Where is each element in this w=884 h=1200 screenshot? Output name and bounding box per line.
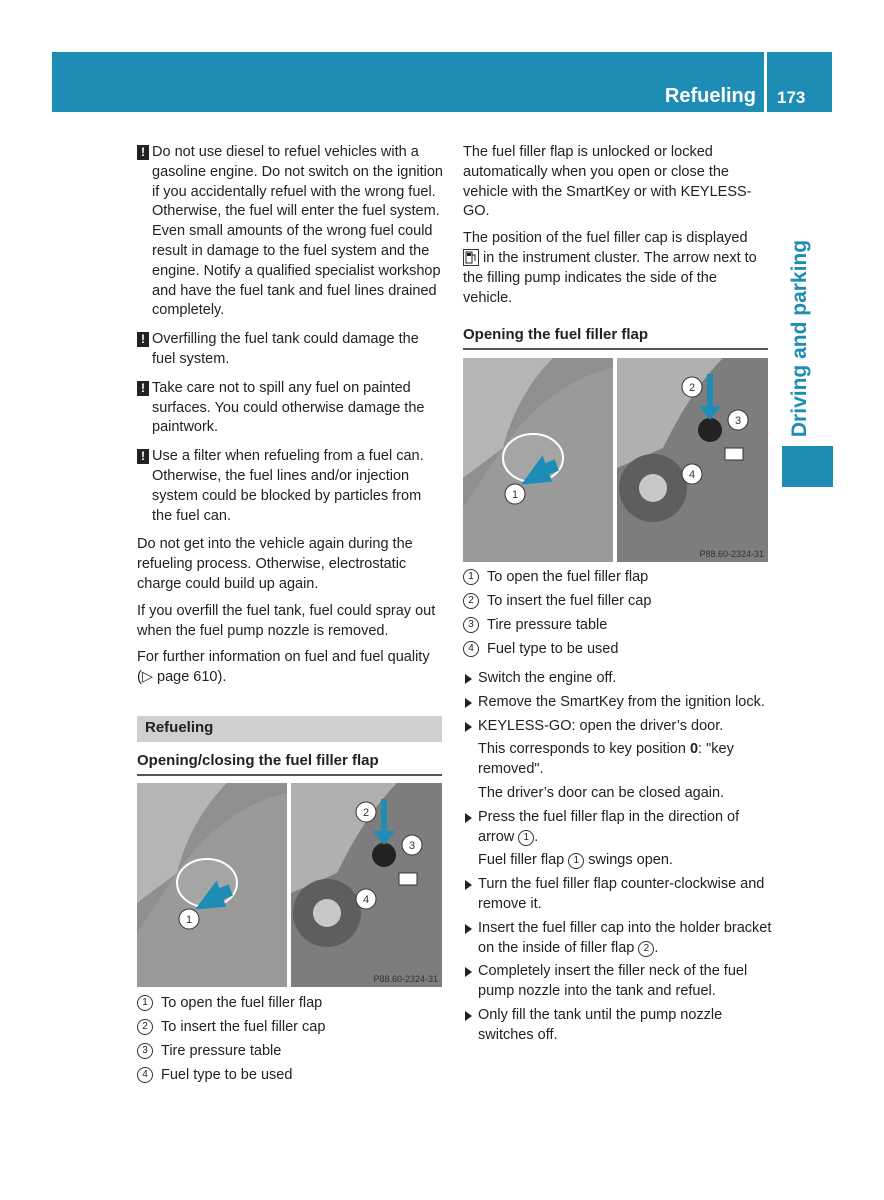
body-paragraph: Do not get into the vehicle again during the refueling process. Otherwise, electrostatic charge could build up again. bbox=[137, 536, 413, 592]
legend-text: Fuel type to be used bbox=[161, 1067, 293, 1083]
step-result-text: : "key removed". bbox=[478, 741, 734, 778]
legend-item bbox=[463, 637, 768, 661]
step-arrow-icon bbox=[465, 967, 472, 977]
warning-text: Use a filter when refueling from a fuel can. Otherwise, the fuel lines and/or injection system could be blocked by particles from the fuel can. bbox=[152, 448, 424, 524]
step-result-text: swings open. bbox=[584, 852, 673, 869]
legend-item bbox=[137, 991, 442, 1015]
svg-text:2: 2 bbox=[688, 382, 696, 394]
chapter-side-label-text: Driving and parking bbox=[788, 239, 811, 438]
warning-note bbox=[137, 379, 443, 438]
figure-code: P88.60-2324-31 bbox=[373, 974, 438, 984]
warning-note bbox=[137, 330, 443, 370]
callout-number: 1 bbox=[137, 995, 153, 1011]
warning-text: Take care not to spill any fuel on painted surfaces. You could otherwise damage the paintwork. bbox=[152, 379, 425, 436]
page-number: 173 bbox=[777, 88, 806, 107]
body-text: The position of the fuel filler cap is displayed bbox=[463, 230, 748, 247]
warning-text: Overfilling the fuel tank could damage the fuel system. bbox=[152, 331, 419, 367]
callout-number: 1 bbox=[568, 853, 584, 869]
step-arrow-icon bbox=[465, 1011, 472, 1021]
step-text: Switch the engine off. bbox=[478, 670, 617, 686]
callout-number: 4 bbox=[463, 641, 479, 657]
callout-number: 2 bbox=[137, 1019, 153, 1035]
step-text: KEYLESS-GO: open the driver’s door. bbox=[478, 717, 724, 734]
key-position: 0 bbox=[689, 741, 699, 758]
step-result bbox=[463, 740, 773, 780]
step-text: . bbox=[654, 939, 659, 956]
section-heading-bar bbox=[137, 716, 442, 742]
step-text: . bbox=[534, 828, 539, 845]
legend-item bbox=[463, 589, 768, 613]
step-result-text: Fuel filler flap bbox=[478, 852, 569, 869]
legend-text: To insert the fuel filler cap bbox=[161, 1019, 326, 1035]
fuel-filler-illustration bbox=[463, 358, 768, 562]
svg-text:1: 1 bbox=[185, 914, 193, 926]
callout-number: 4 bbox=[137, 1067, 153, 1083]
warning-text: Do not use diesel to refuel vehicles with a gasoline engine. Do not switch on the ignition if you accidentally refuel with the wrong fuel. Otherwise, the fuel will enter the fuel system. Even small amounts of the wrong fuel could result in damage to the fuel system and the engine. Notify a qualified specialist workshop and have the fuel tank and fuel lines drained completely. bbox=[152, 144, 443, 319]
page-reference-paragraph: For further information on fuel and fuel quality (▷ page 610). bbox=[137, 649, 430, 686]
step-result: The driver’s door can be closed again. bbox=[478, 784, 725, 801]
instruction-steps bbox=[463, 669, 773, 1050]
step-arrow-icon bbox=[465, 722, 472, 732]
step-arrow-icon bbox=[465, 880, 472, 890]
chapter-side-label bbox=[770, 236, 830, 441]
instruction-step bbox=[463, 1006, 773, 1046]
callout-number: 2 bbox=[638, 941, 654, 957]
body-paragraph: If you overfill the fuel tank, fuel could spray out when the fuel pump nozzle is removed. bbox=[137, 602, 436, 639]
instruction-step bbox=[463, 962, 773, 1002]
svg-text:3: 3 bbox=[408, 840, 416, 852]
step-arrow-icon bbox=[465, 674, 472, 684]
warning-icon: ! bbox=[137, 145, 149, 160]
legend-text: Fuel type to be used bbox=[487, 641, 619, 657]
chapter-tab-marker bbox=[782, 446, 833, 487]
legend-text: Tire pressure table bbox=[487, 617, 608, 633]
page-title: Refueling bbox=[664, 85, 756, 107]
svg-text:4: 4 bbox=[362, 894, 370, 906]
figure-legend bbox=[137, 991, 442, 1087]
callout-number: 2 bbox=[463, 593, 479, 609]
step-result bbox=[463, 851, 773, 871]
section-heading: Refueling bbox=[145, 719, 214, 736]
legend-item bbox=[137, 1063, 442, 1087]
legend-item bbox=[463, 613, 768, 637]
step-text: Press the fuel filler flap in the direction of arrow bbox=[478, 808, 740, 845]
figure-legend bbox=[463, 565, 768, 661]
svg-text:2: 2 bbox=[362, 807, 370, 819]
fuel-pump-icon bbox=[463, 249, 479, 266]
right-column bbox=[463, 143, 769, 315]
legend-text: To open the fuel filler flap bbox=[161, 995, 323, 1011]
warning-icon: ! bbox=[137, 381, 149, 396]
fuel-filler-figure bbox=[137, 783, 442, 987]
legend-text: Tire pressure table bbox=[161, 1043, 282, 1059]
body-paragraph: The fuel filler flap is unlocked or locked automatically when you open or close the vehicle with the SmartKey or with KEYLESS-GO. bbox=[463, 144, 752, 220]
svg-text:1: 1 bbox=[511, 489, 519, 501]
warning-icon: ! bbox=[137, 449, 149, 464]
subheading: Opening/closing the fuel filler flap bbox=[137, 752, 442, 776]
callout-number: 1 bbox=[463, 569, 479, 585]
instruction-step bbox=[463, 669, 773, 689]
step-arrow-icon bbox=[465, 924, 472, 934]
instruction-step bbox=[463, 717, 773, 737]
body-paragraph bbox=[463, 229, 769, 308]
left-column bbox=[137, 143, 443, 695]
warning-note bbox=[137, 143, 443, 321]
step-arrow-icon bbox=[465, 813, 472, 823]
svg-text:4: 4 bbox=[688, 469, 696, 481]
instruction-step bbox=[463, 808, 773, 848]
svg-text:3: 3 bbox=[734, 415, 742, 427]
figure-code: P88.60-2324-31 bbox=[699, 549, 764, 559]
fuel-filler-figure bbox=[463, 358, 768, 562]
legend-item bbox=[137, 1039, 442, 1063]
step-text: Remove the SmartKey from the ignition lock. bbox=[478, 693, 765, 710]
warning-icon: ! bbox=[137, 332, 149, 347]
instruction-step bbox=[463, 693, 773, 713]
legend-item bbox=[137, 1015, 442, 1039]
step-text: Only fill the tank until the pump nozzle switches off. bbox=[478, 1006, 723, 1043]
step-text: Turn the fuel filler flap counter-clockwise and remove it. bbox=[478, 876, 765, 912]
callout-number: 3 bbox=[463, 617, 479, 633]
callout-number: 3 bbox=[137, 1043, 153, 1059]
step-arrow-icon bbox=[465, 698, 472, 708]
fuel-filler-illustration bbox=[137, 783, 442, 987]
instruction-step bbox=[463, 919, 773, 959]
body-text: in the instrument cluster. The arrow next to the filling pump indicates the side of the vehicle. bbox=[463, 249, 757, 306]
callout-number: 1 bbox=[518, 830, 534, 846]
subheading: Opening the fuel filler flap bbox=[463, 326, 768, 350]
warning-note bbox=[137, 447, 443, 526]
legend-text: To insert the fuel filler cap bbox=[487, 593, 652, 609]
step-text: Insert the fuel filler cap into the holder bracket on the inside of filler flap bbox=[478, 919, 772, 956]
instruction-step bbox=[463, 875, 773, 915]
step-text: Completely insert the filler neck of the fuel pump nozzle into the tank and refuel. bbox=[478, 963, 748, 1000]
header-separator bbox=[764, 52, 767, 112]
legend-text: To open the fuel filler flap bbox=[487, 569, 649, 585]
legend-item bbox=[463, 565, 768, 589]
step-result-text: This corresponds to key position bbox=[478, 741, 690, 758]
